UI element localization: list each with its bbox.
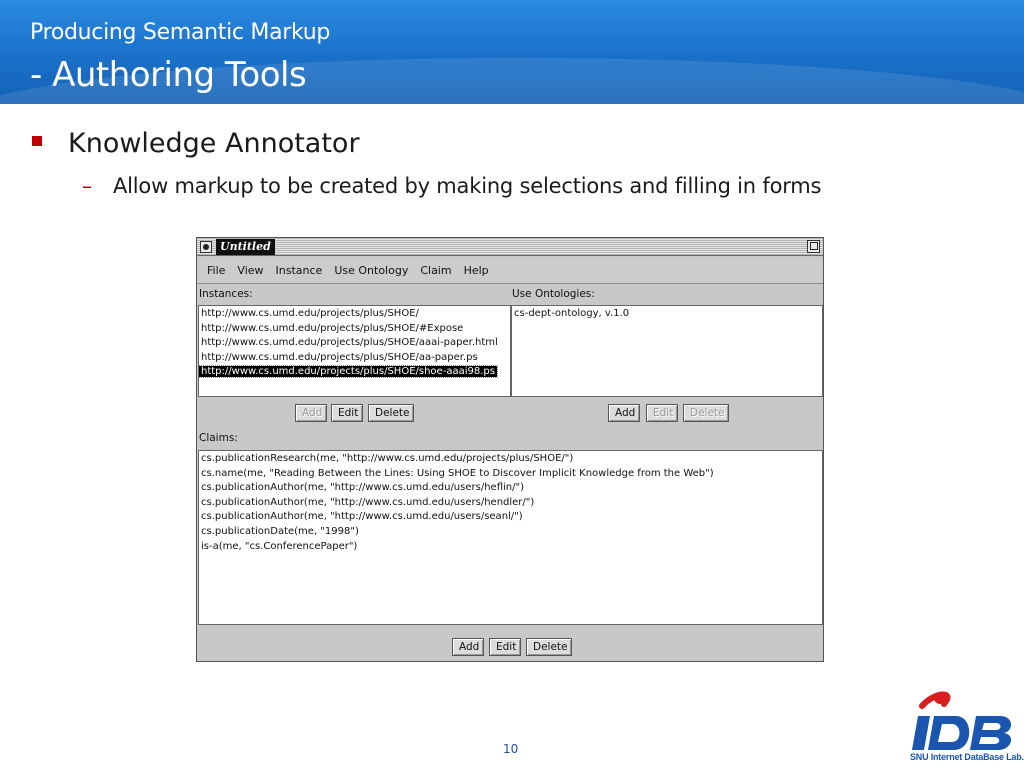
page-number: 10 xyxy=(503,742,519,756)
menu-instance[interactable]: Instance xyxy=(275,264,323,277)
list-item[interactable]: is-a(me, "cs.ConferencePaper") xyxy=(201,540,358,552)
logo-caption: SNU Internet DataBase Lab. xyxy=(910,752,1024,762)
list-item-selected[interactable]: http://www.cs.umd.edu/projects/plus/SHOE/shoe-aaai98.ps xyxy=(201,366,495,378)
menu-use-ontology[interactable]: Use Ontology xyxy=(334,264,409,277)
slide-subtitle: - Authoring Tools xyxy=(30,55,307,95)
list-item[interactable]: cs.publicationDate(me, "1998") xyxy=(201,525,359,537)
sub-bullet xyxy=(82,174,821,198)
instance-add-button[interactable]: Add xyxy=(295,404,327,422)
slide-title: Producing Semantic Markup xyxy=(30,20,331,45)
menu-bar xyxy=(197,258,823,284)
claim-delete-button[interactable]: Delete xyxy=(526,638,572,656)
instances-list[interactable] xyxy=(198,305,511,397)
maximize-icon[interactable] xyxy=(807,240,820,253)
menu-view[interactable]: View xyxy=(237,264,264,277)
window-menu-icon[interactable] xyxy=(200,241,212,253)
list-item[interactable]: cs.publicationAuthor(me, "http://www.cs.umd.edu/users/heflin/") xyxy=(201,482,524,494)
instances-label: Instances: xyxy=(199,288,253,300)
sub-bullet-text: Allow markup to be created by making selections and filling in forms xyxy=(113,174,822,198)
window-title: Untitled xyxy=(216,239,275,255)
list-item[interactable]: http://www.cs.umd.edu/projects/plus/SHOE/aaai-paper.html xyxy=(201,337,498,349)
list-item[interactable]: cs-dept-ontology, v.1.0 xyxy=(514,308,630,319)
claims-label: Claims: xyxy=(199,432,238,444)
bullet-text: Knowledge Annotator xyxy=(68,128,360,159)
bullet-knowledge-annotator xyxy=(32,128,360,159)
list-item[interactable]: http://www.cs.umd.edu/projects/plus/SHOE/aa-paper.ps xyxy=(201,351,478,363)
ontologies-label: Use Ontologies: xyxy=(512,288,595,300)
menu-file[interactable]: File xyxy=(207,264,226,277)
ontology-add-button[interactable]: Add xyxy=(608,404,640,422)
list-item[interactable]: cs.name(me, "Reading Between the Lines: Using SHOE to Discover Implicit Knowledge from the Web") xyxy=(201,467,714,479)
slide-header xyxy=(0,0,1024,104)
square-bullet-icon xyxy=(32,136,42,146)
claims-list[interactable] xyxy=(198,450,823,625)
knowledge-annotator-window xyxy=(196,237,824,662)
list-item[interactable]: cs.publicationAuthor(me, "http://www.cs.umd.edu/users/seanl/") xyxy=(201,511,523,523)
instance-delete-button[interactable]: Delete xyxy=(368,404,414,422)
claim-edit-button[interactable]: Edit xyxy=(489,638,521,656)
list-item[interactable]: cs.publicationResearch(me, "http://www.cs.umd.edu/projects/plus/SHOE/") xyxy=(201,453,574,464)
list-item[interactable]: http://www.cs.umd.edu/projects/plus/SHOE/ xyxy=(201,308,419,319)
ontologies-list[interactable] xyxy=(511,305,823,397)
menu-help[interactable]: Help xyxy=(463,264,489,277)
ontology-edit-button[interactable]: Edit xyxy=(646,404,678,422)
list-item[interactable]: cs.publicationAuthor(me, "http://www.cs.umd.edu/users/hendler/") xyxy=(201,496,535,508)
claim-add-button[interactable]: Add xyxy=(452,638,484,656)
dash-bullet-icon: – xyxy=(82,174,92,198)
ontology-delete-button[interactable]: Delete xyxy=(683,404,729,422)
window-titlebar[interactable] xyxy=(197,238,823,256)
instance-edit-button[interactable]: Edit xyxy=(331,404,363,422)
list-item[interactable]: http://www.cs.umd.edu/projects/plus/SHOE/#Expose xyxy=(201,322,464,334)
menu-claim[interactable]: Claim xyxy=(420,264,452,277)
